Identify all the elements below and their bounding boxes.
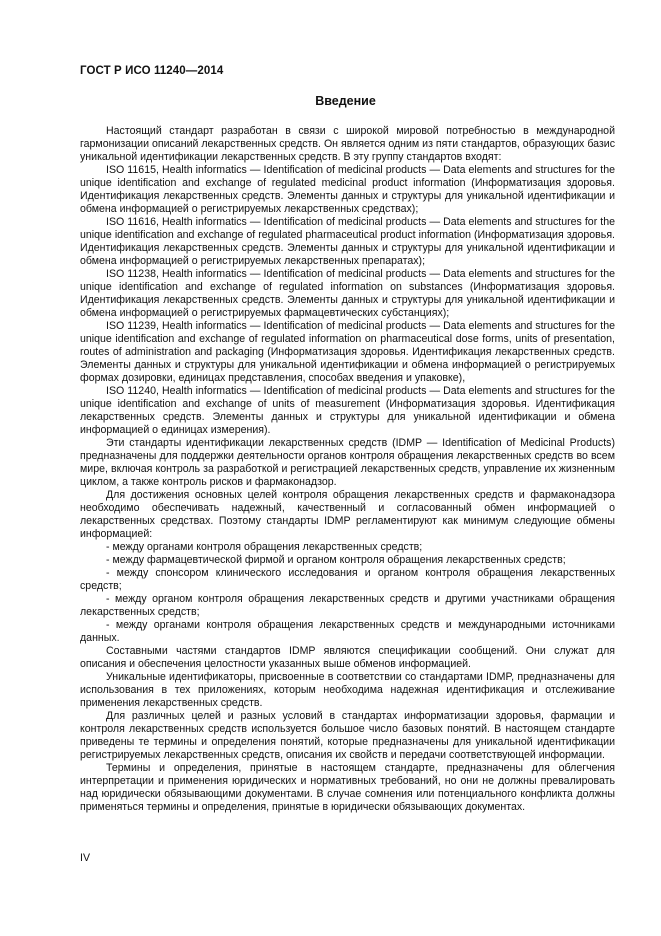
body-text xyxy=(80,125,615,814)
paragraph-goals: Для достижения основных целей контроля обращения лекарственных средств и фармаконадзора необходимо обеспечивать надежный, качественный и согласованный обмен информацией о лекарственных средствах. Поэтому стандарты IDMP регламентируют как минимум следующие обмены информацией: xyxy=(80,489,615,540)
paragraph-iso-11240: ISO 11240, Health informatics — Identification of medicinal products — Data elements and structures for the unique identification and exchange of units of measurement (Информатизация здоровья. Идентификация лекарственных средств. Элементы данных и структуры для уникальной идентификации и обмена информацией о единицах измерения). xyxy=(80,385,615,436)
paragraph-messages: Составными частями стандартов IDMP являются спецификации сообщений. Они служат для описания и обеспечения целостности указанных выше обменов информацией. xyxy=(80,645,615,670)
list-item-exchange-1: - между органами контроля обращения лекарственных средств; xyxy=(106,541,423,553)
paragraph-identifiers: Уникальные идентификаторы, присвоенные в соответствии со стандартами IDMP, предназначены для использования в тех приложениях, которым необходима надежная идентификация и отслеживание применения лекарственных средств. xyxy=(80,671,615,709)
section-title: Введение xyxy=(315,94,376,108)
list-item-exchange-4: - между органом контроля обращения лекарственных средств и другими участниками обращения лекарственных средств; xyxy=(80,593,615,618)
paragraph-intro: Настоящий стандарт разработан в связи с широкой мировой потребностью в международной гармонизации описаний лекарственных средств. Он является одним из пяти стандартов, образующих базис уникальной идентификации лекарственных средств. В эту группу стандартов входят: xyxy=(80,125,615,163)
paragraph-concepts: Для различных целей и разных условий в стандартах информатизации здоровья, фармации и контроля лекарственных средств используется большое число базовых понятий. В настоящем стандарте приведены те термины и определения понятий, которые предназначены для уникальной идентификации регистрируемых лекарственных средств, описания их свойств и передачи соответствующей информации. xyxy=(80,710,615,761)
list-item-exchange-2: - между фармацевтической фирмой и органом контроля обращения лекарственных средств; xyxy=(106,554,566,566)
paragraph-idmp: Эти стандарты идентификации лекарственных средств (IDMP — Identification of Medicinal Products) предназначены для поддержки деятельности органов контроля обращения лекарственных средств во всем мире, включая контроль за разработкой и регистрацией лекарственных средств, управление их жизненным циклом, а также контроль рисков и фармаконадзор. xyxy=(80,437,615,488)
paragraph-iso-11238: ISO 11238, Health informatics — Identification of medicinal products — Data elements and structures for the unique identification and exchange of regulated information on substances (Информатизация здоровья. Идентификация лекарственных средств. Элементы данных и структуры для уникальной идентификации и обмена информацией о регистрируемых фармацевтических субстанциях); xyxy=(80,268,615,319)
list-item-exchange-5: - между органами контроля обращения лекарственных средств и международными источниками данных. xyxy=(80,619,615,644)
document-code-header: ГОСТ Р ИСО 11240—2014 xyxy=(80,65,224,77)
paragraph-iso-11616: ISO 11616, Health informatics — Identification of medicinal products — Data elements and structures for the unique identification and exchange of regulated pharmaceutical product information (Информатизация здоровья. Идентификация лекарственных средств. Элементы данных и структуры для уникальной идентификации и обмена информацией о регистрируемых лекарственных препаратах); xyxy=(80,216,615,267)
page-number: IV xyxy=(80,852,91,864)
paragraph-terms: Термины и определения, принятые в настоящем стандарте, предназначены для облегчения интерпретации и применения юридических и нормативных требований, но они не должны превалировать над юридически обязывающими документами. В случае сомнения или потенциального конфликта должны применяться термины и определения, принятые в юридически обязывающих документах. xyxy=(80,762,615,813)
paragraph-iso-11615: ISO 11615, Health informatics — Identification of medicinal products — Data elements and structures for the unique identification and exchange of regulated medicinal product information (Информатизация здоровья. Идентификация лекарственных средств. Элементы данных и структуры для уникальной идентификации и обмена информацией о регистрируемых лекарственных средствах); xyxy=(80,164,615,215)
paragraph-iso-11239: ISO 11239, Health informatics — Identification of medicinal products — Data elements and structures for the unique identification and exchange of regulated information on pharmaceutical dose forms, units of presentation, routes of administration and packaging (Информатизация здоровья. Идентификация лекарственных средств. Элементы данных и структуры для уникальной идентификации и обмена информацией о регистрируемых формах дозировки, единицах представления, способах введения и упаковке), xyxy=(80,320,615,384)
list-item-exchange-3: - между спонсором клинического исследования и органом контроля обращения лекарственных средств; xyxy=(80,567,615,592)
